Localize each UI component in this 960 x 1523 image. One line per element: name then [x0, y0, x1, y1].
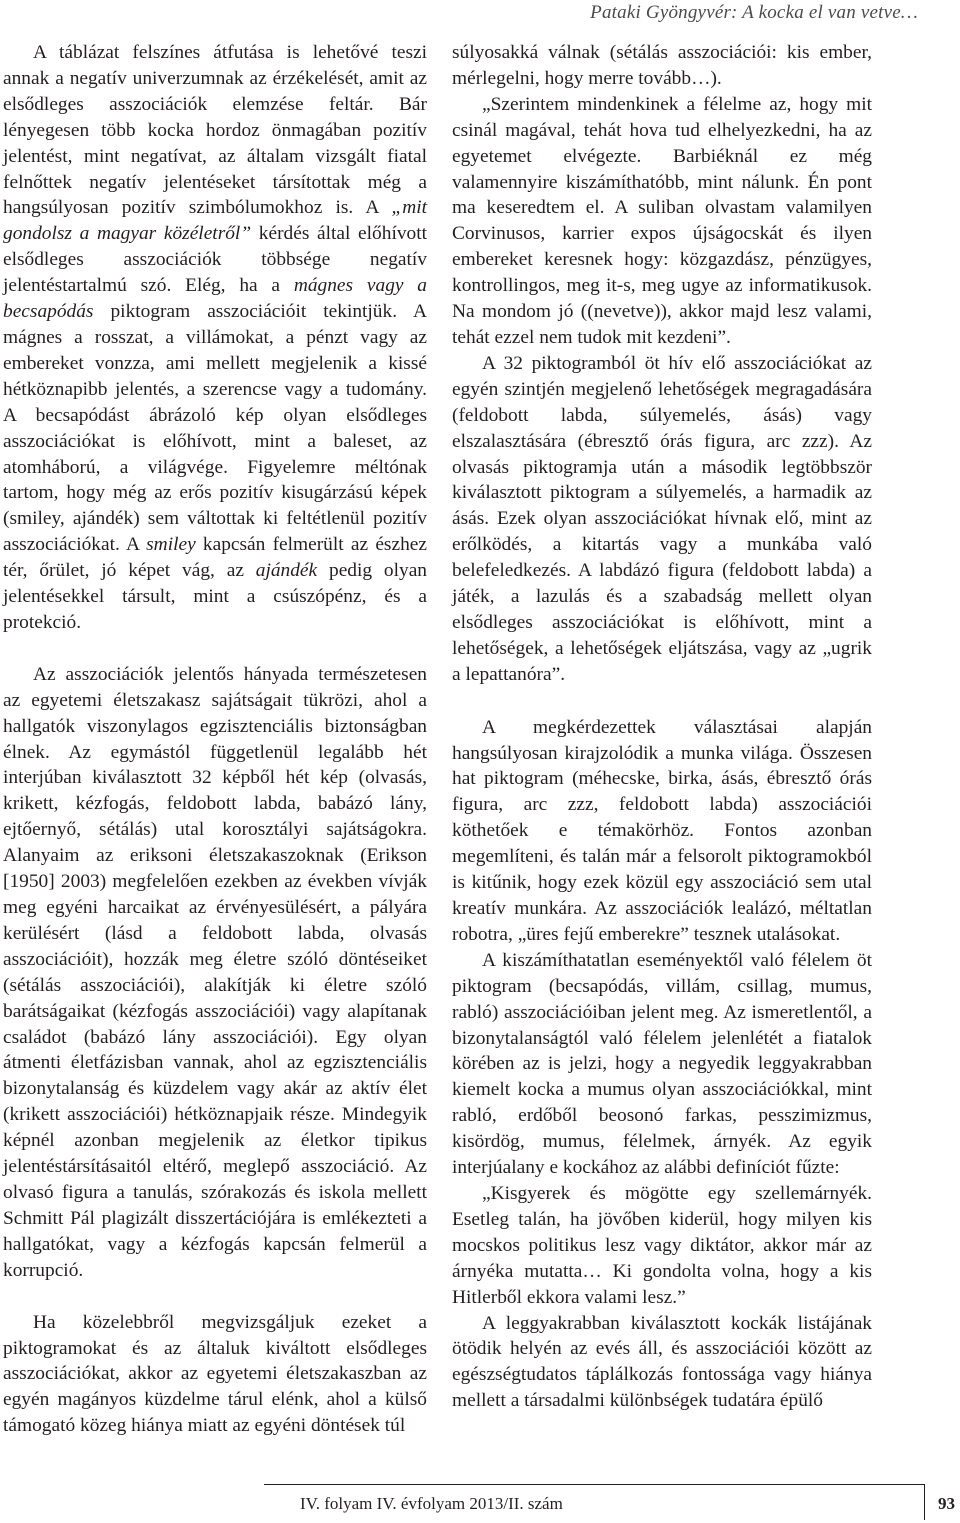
right-column: [452, 40, 872, 1414]
running-head: Pataki Gyöngyvér: A kocka el van vetve…: [590, 2, 918, 23]
emphasis-smiley: smiley: [146, 534, 196, 556]
right-paragraph-2: A 32 piktogramból öt hív elő asszociációkat az egyén szintjén megjelenő lehetőségek megragadására (feldobott labda, súlyemelés, ásás) vagy elszalasztására (ébresztő órás figura, arc zzz). Az olvasás piktogramja után a második legtöbbször kiválasztott piktogram a súlyemelés, a harmadik az ásás. Ezek olyan asszociációkat hívnak elő, mint az erőlködés, a kitartás vagy a munkába való belefeledkezés. A labdázó figura (feldobott labda) a játék, a lazulás és a szabadság mellett olyan elsődleges asszociációkat is előhívott, mint a lehetőségek, a lehetőségek eljátszása, vagy az „ugrik a lepattanóra”.: [452, 352, 872, 685]
emphasis-pictogram-names: mágnes vagy a becsapódás: [3, 275, 427, 323]
left-paragraph-1: [3, 40, 427, 636]
footer-rule: [264, 1484, 924, 1485]
page-number: 93: [938, 1494, 955, 1513]
text-run: kérdés által előhívott elsődleges asszociációk többsége negatív jelentéstartalmú szó. Elég, ha a: [3, 223, 427, 297]
text-run: kapcsán felmerült az észhez tér, őrület, jó képet vág, az: [3, 534, 427, 582]
right-quote-2: „Kisgyerek és mögötte egy szellemárnyék. Esetleg talán, ha jövőben kiderül, hogy milyen kis mocskos politikus lesz vagy diktátor, akkor már az árnyéka mutatta… Ki gondolta volna, hogy a kis Hitlerből ekkora valami lesz.”: [452, 1182, 872, 1308]
right-paragraph-4: A kiszámíthatatlan eseményektől való félelem öt piktogram (becsapódás, villám, csillag, mumus, rabló) asszociációiban jelent meg. Az ismeretlentől, a bizonytalanságtól való félelem jelenlétét a fiatalok körében az is jelzi, hogy a negyedik leggyakrabban kiemelt kocka a mumus olyan asszociációkkal, mint rabló, erdőből beosonó farkas, pesszimizmus, kisördög, mumus, félelmek, árnyék. Az egyik interjúalany e kockához az alábbi definíciót fűzte:: [452, 949, 872, 1179]
right-paragraph-3: A megkérdezettek választásai alapján hangsúlyosan kirajzolódik a munka világa. Összesen hat piktogram (méhecske, birka, ásás, ébresztő órás figura, arc zzz, feldobott labda) asszociációi köthetőek e témakörhöz. Fontos azonban megemlíteni, és talán már a felsorolt piktogramokból is kitűnik, hogy ezek közül egy asszociáció sem utal kreatív munkára. Az asszociációk lealázó, méltatlan robotra, „üres fejű emberekre” tesznek utalásokat.: [452, 716, 872, 945]
left-paragraph-2: Az asszociációk jelentős hányada természetesen az egyetemi életszakasz sajátságait tükrözi, ahol a hallgatók viszonylagos egzisztenciális biztonságban élnek. Az egymástól függetlenül legalább hét interjúban kiválasztott 32 képből hét kép (olvasás, krikett, kézfogás, feldobott labda, babázó lány, ejtőernyő, sétálás) utal korosztályi sajátságokra. Alanyaim az eriksoni életszakaszoknak (Erikson [1950] 2003) megfelelően ezekben az években vívják meg egyéni harcaikat az érvényesülésért, a pályára kerülésért (lásd a feldobott labda, olvasás asszociációit), hozzák meg életre szóló döntéseiket (sétálás asszociációi), alakítják ki életre szóló barátságaikat (kézfogás asszociációi) vagy alapítanak családot (babázó lány asszociációi). Egy olyan átmenti életfázisban vannak, ahol az egzisztenciális bizonytalanság és küzdelem vagy akár az aktív élet (krikett asszociációi) hétköznapjaik része. Mindegyik képnél azonban megjelenik az életkor tipikus jelentéstársításaitól eltérő, meglepő asszociáció. Az olvasó figura a tanulás, szórakozás és iskola mellett Schmitt Pál plagizált disszertációjára is emlékezteti a hallgatókat, vagy a kézfogás kapcsán felmerül a korrupció.: [3, 663, 427, 1281]
right-quote-1: „Szerintem mindenkinek a félelme az, hogy mit csinál magával, tehát hova tud elhelyezkedni, ha az egyetemet elvégezte. Barbiéknál ez még valamennyire kiszámíthatóbb, mint nálunk. Én pont ma keseredtem el. A suliban olvastam valamilyen Corvinusos, karrier expos újságocskát és ilyen embereket keresnek hogy: közgazdász, pénzügyes, kontrollingos, meg it-s, meg ugye az informatikusok. Na mondom jó ((nevetve)), akkor majd lesz valami, tehát ezzel nem tudok mit kezdeni”.: [452, 93, 872, 348]
footer-separator: [924, 1484, 925, 1520]
footer-issue: IV. folyam IV. évfolyam 2013/II. szám: [300, 1494, 563, 1513]
emphasis-gift: ajándék: [255, 560, 318, 582]
text-run: piktogram asszociációit tekintjük. A mágnes a rosszat, a villámokat, a pénzt vagy az embereket vonzza, ami mellett megjelenik a kissé hétköznapibb jelentés, a szerencse vagy a tudomány. A becsapódást ábrázoló kép olyan elsődleges asszociációkat is előhívott, mint a baleset, az atomháború, a világvége. Figyelemre méltónak tartom, hogy még az erős pozitív kisugárzású képek (smiley, ajándék) sem váltottak ki feltétlenül pozitív asszociációkat. A: [3, 301, 427, 556]
right-paragraph-5: A leggyakrabban kiválasztott kockák listájának ötödik helyén az evés áll, és asszociációi között az egészségtudatos táplálkozás fontossága vagy hiánya mellett a társadalmi különbségek tudatára épülő: [452, 1312, 872, 1412]
text-run: A táblázat felszínes átfutása is lehetővé teszi annak a negatív univerzumnak az érzékelését, amit az elsődleges asszociációk elemzése feltár. Bár lényegesen több kocka hordoz önmagában pozitív jelentést, mint negatívat, az általam vizsgált fiatal felnőttek negatív jelentéseket társítottak még a hangsúlyosan pozitív szimbólumokhoz is. A: [3, 42, 427, 219]
emphasis-question: „mit gondolsz a magyar közéletről”: [3, 197, 427, 245]
text-run: pedig olyan jelentésekkel társult, mint a csúszópénz, és a protekció.: [3, 560, 427, 633]
left-column: [3, 40, 427, 1439]
left-paragraph-3: Ha közelebbről megvizsgáljuk ezeket a piktogramokat és az általuk kiváltott elsődleges asszociációkat, akkor az egyetemi életszakaszban az egyén magányos küzdelme tárul elénk, ahol a külső támogató közeg hiánya miatt az egyéni döntések túl: [3, 1311, 427, 1437]
right-paragraph-1: súlyosakká válnak (sétálás asszociációi: kis ember, mérlegelni, hogy merre tovább…).: [452, 42, 872, 89]
